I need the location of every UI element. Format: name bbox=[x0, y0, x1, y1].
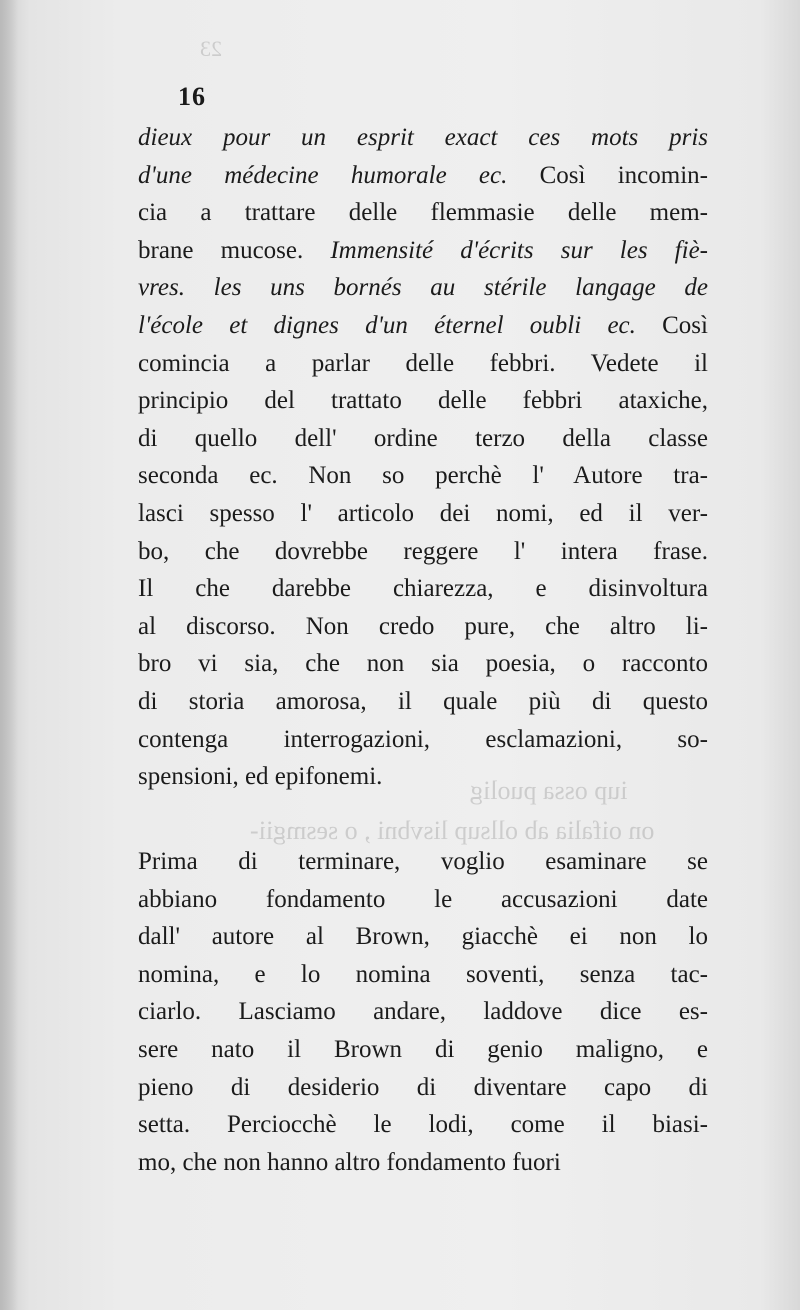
text-segment: dall' autore al Brown, giacchè ei non lo bbox=[138, 923, 708, 951]
text-line bbox=[138, 684, 708, 720]
text-line bbox=[138, 120, 708, 156]
text-line bbox=[138, 759, 708, 795]
text-segment: di storia amorosa, il quale più di questo bbox=[138, 688, 708, 715]
text-segment: brane mucose. bbox=[138, 236, 331, 264]
text-line bbox=[138, 1032, 708, 1068]
text-line bbox=[138, 421, 708, 457]
text-segment: principio del trattato delle febbri ataxiche, bbox=[138, 387, 708, 415]
text-line bbox=[138, 496, 708, 532]
text-segment: nomina, e lo nomina soventi, senza tac- bbox=[138, 960, 708, 988]
italic-text: vres. les uns bornés au stérile langage de bbox=[138, 274, 708, 302]
text-line bbox=[138, 957, 708, 993]
text-line bbox=[138, 534, 708, 570]
text-line bbox=[138, 458, 708, 494]
text-line bbox=[138, 882, 708, 918]
italic-text: l'école et dignes d'un éternel oubli ec. bbox=[138, 312, 636, 339]
bleed-through-text: iup ossa puolig bbox=[470, 776, 628, 805]
text-line bbox=[138, 646, 708, 682]
italic-text: dieux pour un esprit exact ces mots pris bbox=[138, 124, 708, 151]
text-segment: comincia a parlar delle febbri. Vedete il bbox=[138, 349, 708, 377]
text-segment: contenga interrogazioni, esclamazioni, so- bbox=[138, 725, 708, 753]
bleed-through-mark: 23 bbox=[200, 36, 222, 61]
text-line bbox=[138, 609, 708, 645]
text-segment: Così bbox=[635, 312, 708, 339]
text-line bbox=[138, 571, 708, 607]
text-segment: spensioni, ed epifonemi. bbox=[138, 763, 383, 791]
text-line bbox=[138, 346, 708, 382]
text-line bbox=[138, 233, 708, 269]
text-line bbox=[138, 158, 708, 194]
text-segment: mo, che non hanno altro fondamento fuori bbox=[138, 1148, 561, 1176]
text-segment: sere nato il Brown di genio maligno, e bbox=[138, 1036, 708, 1063]
text-segment: Prima di terminare, voglio esaminare se bbox=[138, 848, 708, 875]
page-gutter-shadow bbox=[0, 0, 18, 1310]
text-segment: Il che darebbe chiarezza, e disinvoltura bbox=[138, 575, 708, 603]
italic-text: Immensité d'écrits sur les fiè- bbox=[330, 236, 708, 264]
text-line bbox=[138, 722, 708, 758]
text-line bbox=[138, 919, 708, 955]
text-segment: cia a trattare delle flemmasie delle mem- bbox=[138, 199, 708, 227]
text-line bbox=[138, 1145, 708, 1181]
text-line bbox=[138, 994, 708, 1030]
text-segment: di quello dell' ordine terzo della classe bbox=[138, 424, 708, 452]
bleed-through-text: on oifalia ab ollsup lisvbni , o sesmgii- bbox=[250, 816, 655, 845]
page-number: 16 bbox=[178, 82, 206, 111]
text-segment: bro vi sia, che non sia poesia, o racconto bbox=[138, 650, 708, 678]
text-segment: setta. Perciocchè le lodi, come il biasi- bbox=[138, 1111, 708, 1139]
text-line bbox=[138, 1107, 708, 1143]
text-line bbox=[138, 383, 708, 419]
text-line bbox=[138, 1070, 708, 1106]
text-segment: al discorso. Non credo pure, che altro li- bbox=[138, 612, 708, 640]
text-segment: ciarlo. Lasciamo andare, laddove dice es- bbox=[138, 998, 708, 1026]
text-segment: bo, che dovrebbe reggere l' intera frase. bbox=[138, 537, 708, 565]
text-line bbox=[138, 308, 708, 344]
text-line bbox=[138, 195, 708, 231]
text-segment: pieno di desiderio di diventare capo di bbox=[138, 1073, 708, 1101]
text-segment: seconda ec. Non so perchè l' Autore tra- bbox=[138, 462, 708, 490]
text-line bbox=[138, 844, 708, 880]
text-segment: abbiano fondamento le accusazioni date bbox=[138, 885, 708, 913]
text-line bbox=[138, 270, 708, 306]
italic-text: d'une médecine humorale ec. bbox=[138, 161, 508, 189]
text-segment: Così incomin- bbox=[507, 161, 708, 189]
text-segment: lasci spesso l' articolo dei nomi, ed il ver- bbox=[138, 500, 708, 527]
